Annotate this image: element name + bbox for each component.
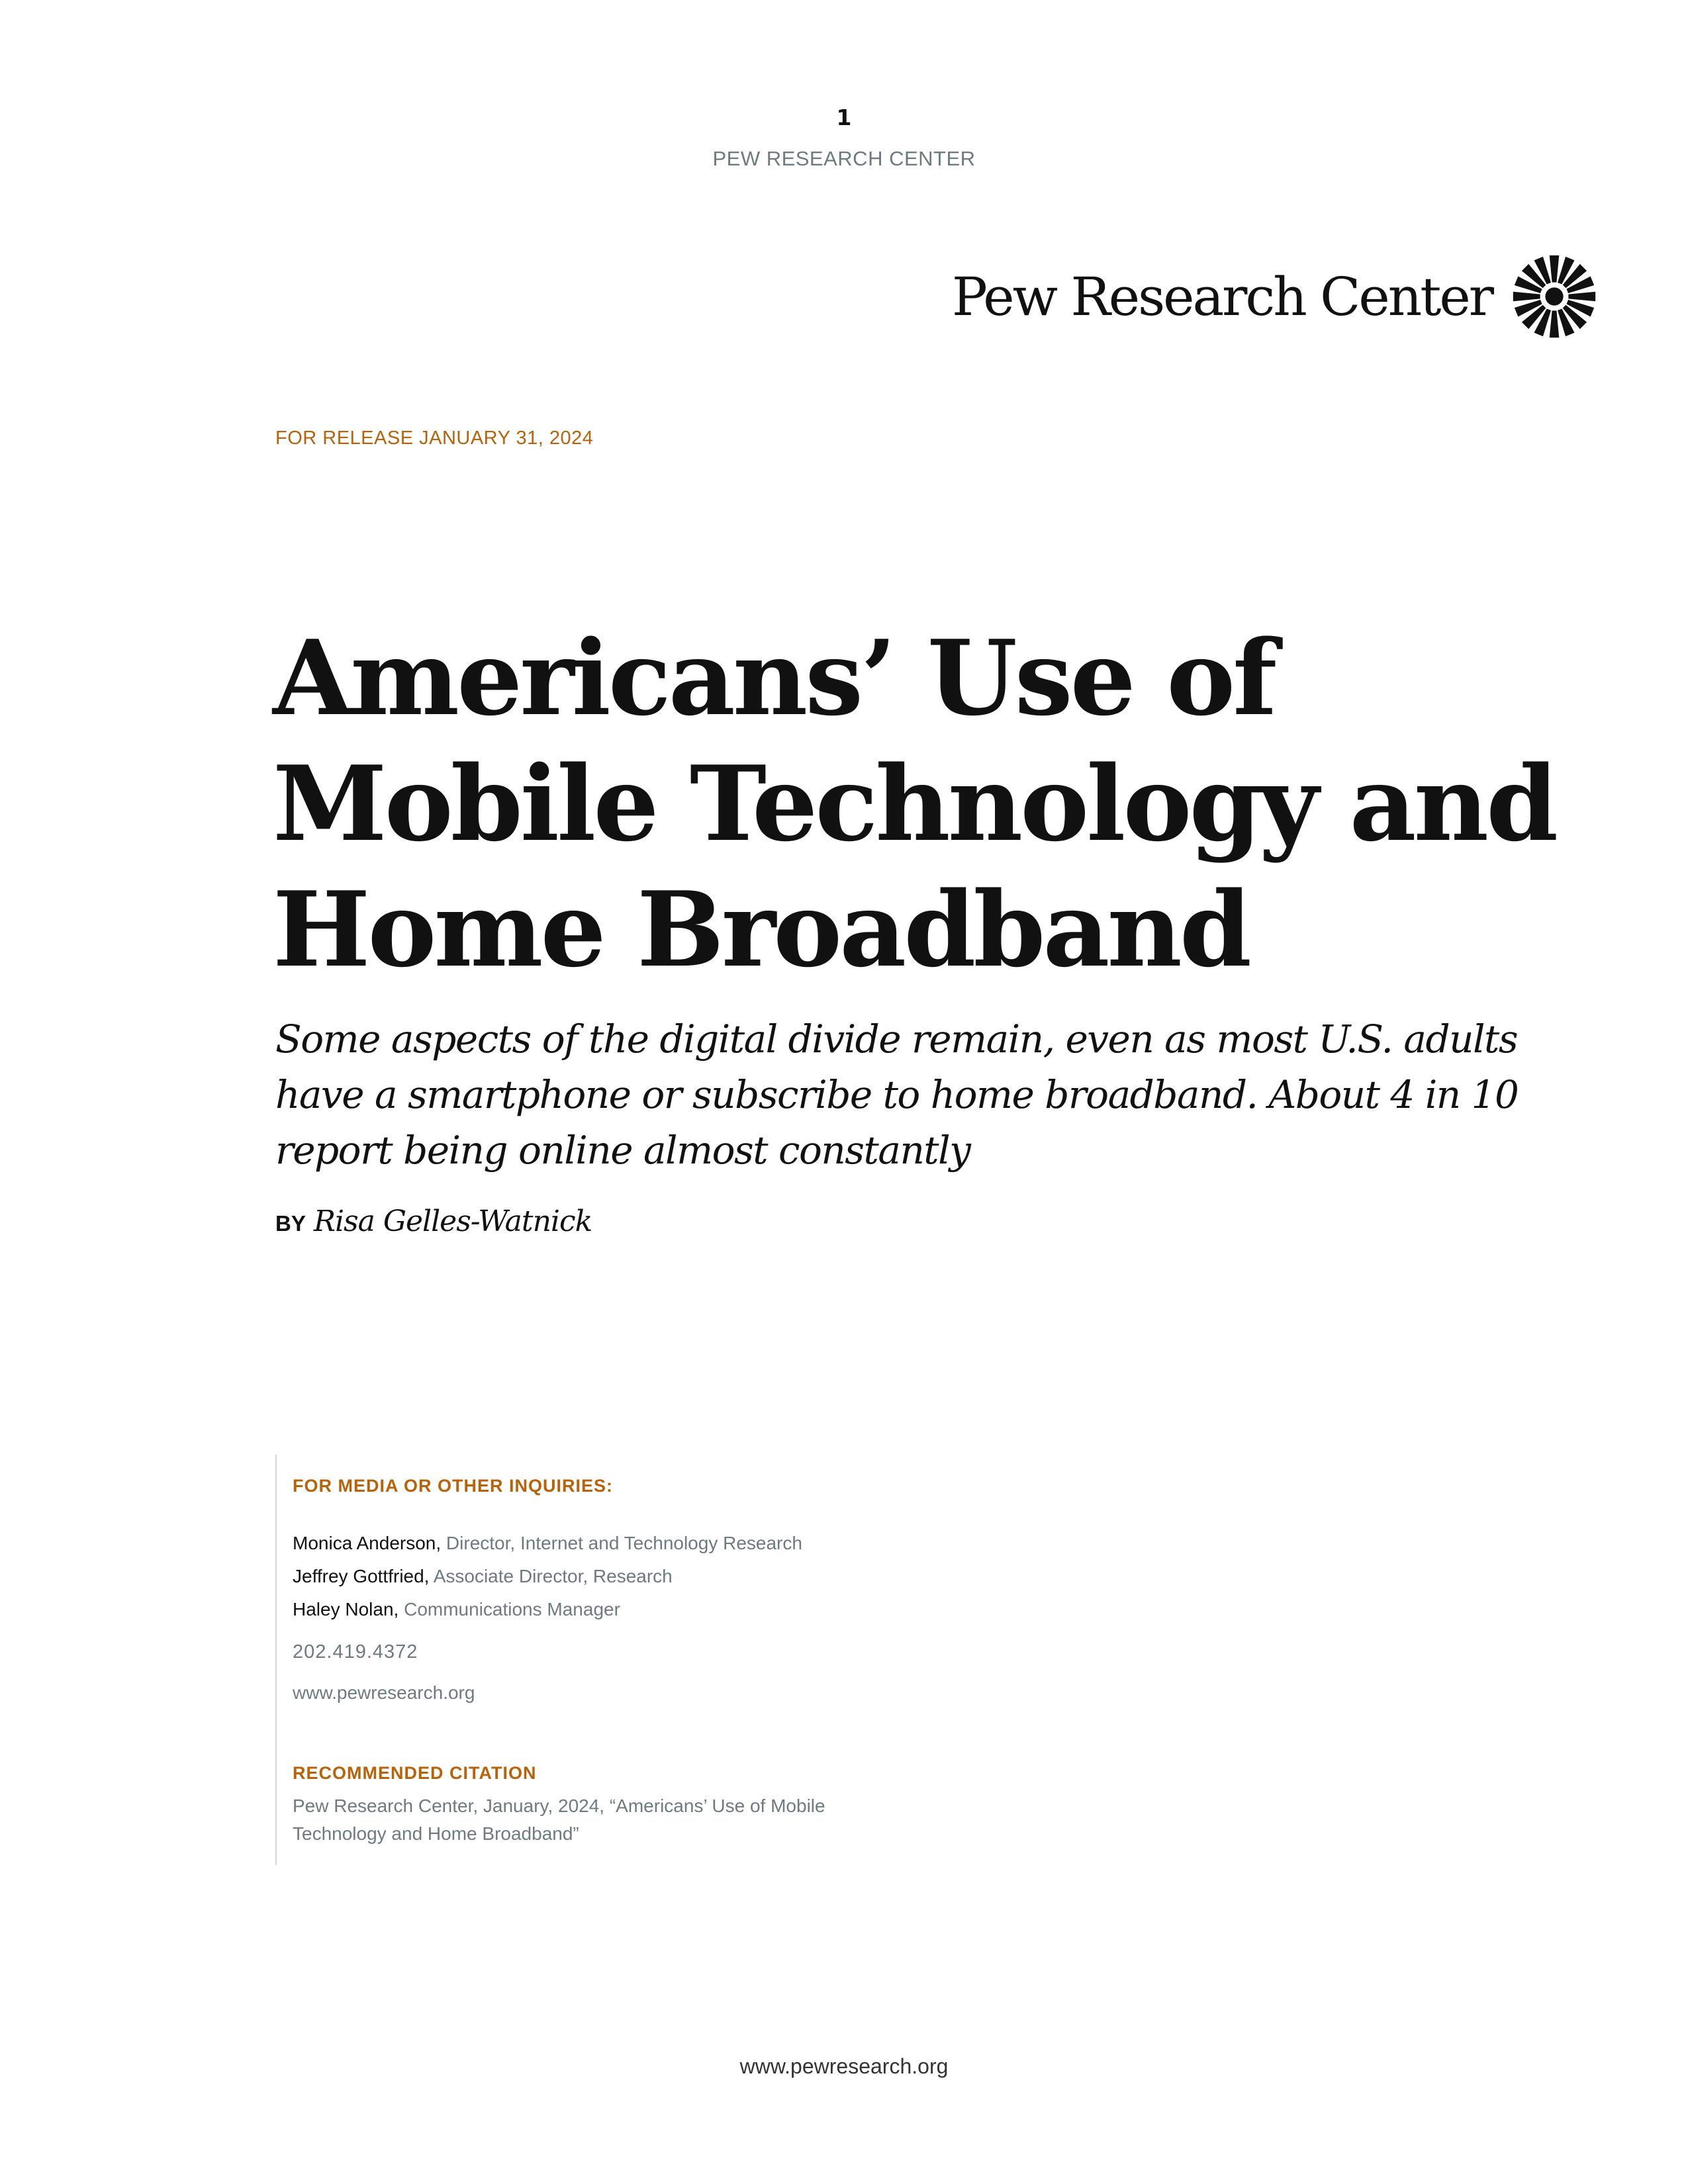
logo-ray [1550,255,1560,283]
contact-monica-anderson [293,1533,802,1554]
logo-ray [1568,292,1595,302]
inquiries-box [275,1455,1071,1865]
contact-role: Director, Internet and Technology Research [445,1533,802,1553]
logo-ray [1513,292,1540,302]
report-title: Americans’ Use of Mobile Technology and Home Broadband [273,617,1556,990]
contact-role: Communications Manager [404,1599,620,1619]
footer-url-link[interactable]: www.pewresearch.org [739,2054,949,2078]
page-number: 1 [836,105,852,130]
citation-text [293,1792,955,1848]
logo-ray [1550,310,1560,338]
contact-jeffrey-gottfried [293,1566,673,1587]
pew-logo [952,250,1599,343]
sunburst-logo-icon [1509,251,1599,341]
byline-author: Risa Gelles-Watnick [313,1205,592,1238]
report-subtitle: Some aspects of the digital divide remain, even as most U.S. adults have a smartphone or subscribe to home broadband. About 4 in 10 report being online almost constantly [275,1017,1519,1173]
citation-line: Pew Research Center, January, 2024, “Americans’ Use of Mobile [293,1796,825,1816]
citation-heading: RECOMMENDED CITATION [293,1763,537,1783]
contact-name: Haley Nolan, [293,1599,399,1619]
running-header: PEW RESEARCH CENTER [712,147,976,170]
inquiries-heading: FOR MEDIA OR OTHER INQUIRIES: [293,1476,614,1496]
byline [275,1205,592,1238]
contact-phone: 202.419.4372 [293,1641,418,1662]
contact-haley-nolan [293,1599,620,1620]
citation-line: Technology and Home Broadband” [293,1823,579,1844]
logo-wordmark: Pew Research Center [952,265,1492,328]
contact-role: Associate Director, Research [433,1566,673,1586]
contact-website-link[interactable]: www.pewresearch.org [293,1682,475,1703]
release-date: FOR RELEASE JANUARY 31, 2024 [275,428,594,449]
contact-name: Monica Anderson, [293,1533,442,1553]
byline-label: BY [275,1211,306,1236]
contact-name: Jeffrey Gottfried, [293,1566,430,1586]
